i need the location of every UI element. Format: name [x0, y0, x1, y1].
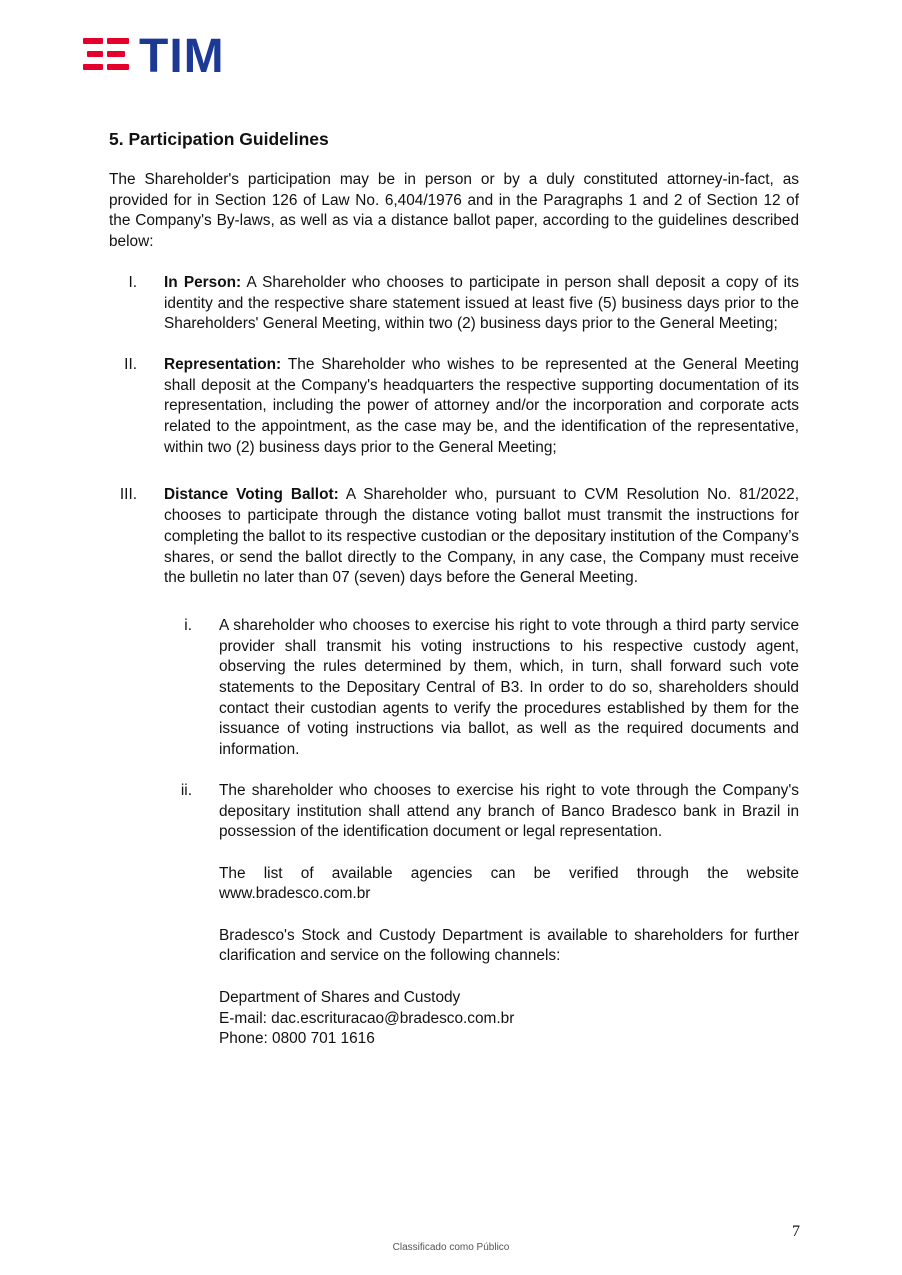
- contact-department: Department of Shares and Custody: [219, 988, 461, 1006]
- list-numeral: I.: [128, 273, 137, 291]
- tim-logo-bars-icon: [83, 38, 131, 78]
- page-content: [109, 128, 799, 1050]
- agencies-text: The list of available agencies can be verified through the website www.bradesco.com.br: [219, 864, 799, 903]
- list-item-text: [164, 355, 799, 459]
- list-item-heading: Distance Voting Ballot:: [164, 486, 339, 504]
- tim-logo: [83, 30, 233, 83]
- intro-paragraph: The Shareholder's participation may be in person or by a duly constituted attorney-in-fact, as provided for in Section 126 of Law No. 6,404/1976 and in the Paragraphs 1 and 2 of Section 12 of the Company's By-laws, as well as via a distance ballot paper, according to the guidelines described below:: [109, 171, 799, 251]
- subitem-text: A shareholder who chooses to exercise his right to vote through a third party service provider shall transmit his voting instructions to his respective custody agent, observing the rules determined by them, which, in turn, shall forward such vote statements to the Depositary Central of B3. In order to do so, shareholders should contact their custodian agents to verify the procedures established by them for the issuance of voting instructions via ballot, as well as the required documents and information.: [219, 616, 799, 759]
- list-item-body: A Shareholder who, pursuant to CVM Resolution No. 81/2022, chooses to participate through the distance voting ballot must transmit the instructions for completing the ballot to its respective custodian or the depositary institution of the Company’s shares, or send the ballot directly to the Company, in any case, the Company must receive the bulletin no later than 07 (seven) days before the General Meeting.: [164, 486, 799, 587]
- list-item-body: A Shareholder who chooses to participate in person shall deposit a copy of its identity and the respective share statement issued at least five (5) business days prior to the Shareholders' General Meeting, within two (2) business days prior to the General Meeting;: [164, 273, 799, 333]
- list-numeral: III.: [119, 486, 137, 504]
- subitem-numeral: i.: [184, 616, 192, 634]
- list-item-body: The Shareholder who wishes to be represented at the General Meeting shall deposit at the Company's headquarters the respective supporting documentation of its representation, including the power of attorney and/or the incorporation and corporate acts related to the appointment, as the case may be, and the identification of the representative, within two (2) business days prior to the General Meeting;: [164, 355, 799, 456]
- page-number: 7: [792, 1223, 800, 1240]
- list-item-text: [164, 485, 799, 589]
- list-numeral: II.: [124, 355, 137, 373]
- section-title: 5. Participation Guidelines: [109, 129, 329, 149]
- list-item-distance-voting: [109, 485, 799, 589]
- list-item-text: [164, 273, 799, 335]
- classification-label: Classificado como Público: [392, 1242, 510, 1253]
- department-note: Bradesco's Stock and Custody Department is available to shareholders for further clarification and service on the following channels:: [219, 926, 799, 965]
- contact-phone: Phone: 0800 701 1616: [219, 1030, 375, 1048]
- list-item-representation: [109, 355, 799, 459]
- subitem-depositary: [164, 781, 799, 1050]
- subitem-third-party: [164, 616, 799, 761]
- subitem-text: The shareholder who chooses to exercise his right to vote through the Company's depositary institution shall attend any branch of Banco Bradesco bank in Brazil in possession of the identification document or legal representation.: [219, 781, 799, 841]
- list-item-in-person: [109, 273, 799, 335]
- tim-logo-text: TIM: [139, 30, 225, 83]
- list-item-heading: In Person:: [164, 273, 242, 291]
- contact-email: E-mail: dac.escrituracao@bradesco.com.br: [219, 1009, 515, 1027]
- subitem-numeral: ii.: [180, 781, 192, 799]
- list-item-heading: Representation:: [164, 355, 282, 373]
